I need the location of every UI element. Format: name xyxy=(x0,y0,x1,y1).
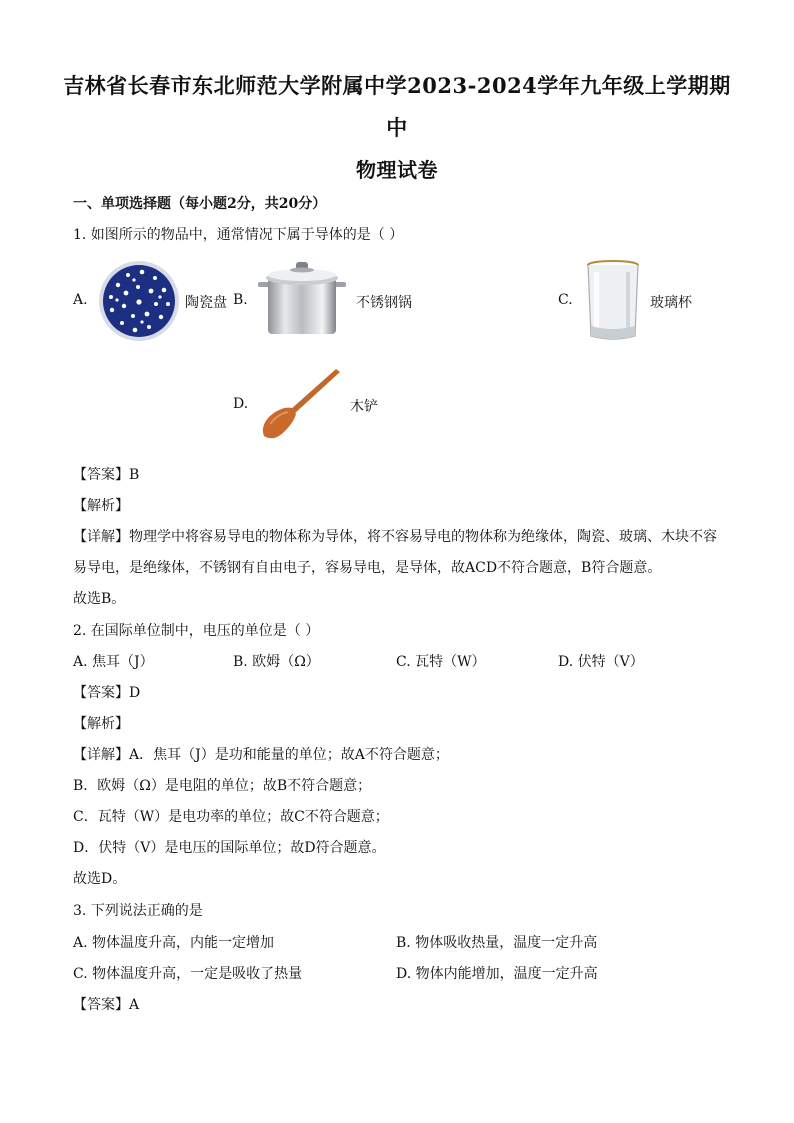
q3-option-c: C. 物体温度升高，一定是吸收了热量 xyxy=(73,966,303,982)
q2-option-c: C. 瓦特（W） xyxy=(396,654,486,670)
q2-option-d: D. 伏特（V） xyxy=(558,654,644,670)
q1-analysis-label: 【解析】 xyxy=(73,498,129,514)
q3-stem: 3. 下列说法正确的是 xyxy=(73,903,203,919)
q1-detail-line-2: 易导电，是绝缘体，不锈钢有自由电子，容易导电，是导体，故ACD不符合题意，B符合题意。 xyxy=(73,560,662,576)
q1-stem: 1. 如图所示的物品中，通常情况下属于导体的是（ ） xyxy=(73,227,404,243)
glass-cup-image xyxy=(586,260,640,346)
q1-answer: 【答案】B xyxy=(73,467,140,483)
q3-option-b: B. 物体吸收热量，温度一定升高 xyxy=(396,935,598,951)
q2-detail-line-4: D．伏特（V）是电压的国际单位；故D符合题意。 xyxy=(73,840,386,856)
q1-option-d-caption: 木铲 xyxy=(350,399,378,415)
q1-option-a-letter: A. xyxy=(73,292,88,308)
q1-detail-line-1: 【详解】物理学中将容易导电的物体称为导体，将不容易导电的物体称为绝缘体，陶瓷、玻璃、木块不容 xyxy=(73,529,717,545)
q3-answer: 【答案】A xyxy=(73,997,140,1013)
q2-answer: 【答案】D xyxy=(73,685,141,701)
q1-option-c-letter: C. xyxy=(558,292,573,308)
q2-option-a: A. 焦耳（J） xyxy=(73,654,154,670)
q1-option-c-caption: 玻璃杯 xyxy=(650,295,692,311)
q2-detail-line-1: 【详解】A．焦耳（J）是功和能量的单位；故A不符合题意； xyxy=(73,747,449,763)
q1-option-b-letter: B. xyxy=(233,292,248,308)
q2-conclusion: 故选D。 xyxy=(73,871,127,887)
wooden-spatula-image xyxy=(258,366,342,446)
q1-option-b-caption: 不锈钢锅 xyxy=(356,295,412,311)
q2-stem: 2. 在国际单位制中，电压的单位是（ ） xyxy=(73,623,320,639)
q3-option-a: A. 物体温度升高，内能一定增加 xyxy=(73,935,275,951)
document-title-continued: 中 xyxy=(386,115,408,140)
document-subtitle: 物理试卷 xyxy=(356,158,438,182)
q2-detail-line-3: C．瓦特（W）是电功率的单位；故C不符合题意； xyxy=(73,809,389,825)
q1-option-d-letter: D. xyxy=(233,396,249,412)
document-title: 吉林省长春市东北师范大学附属中学2023-2024学年九年级上学期期 xyxy=(63,73,731,98)
section-heading: 一、单项选择题（每小题2分，共20分） xyxy=(73,196,327,212)
q1-conclusion: 故选B。 xyxy=(73,591,126,607)
stainless-steel-pot-image xyxy=(256,258,348,342)
q2-detail-line-2: B．欧姆（Ω）是电阻的单位；故B不符合题意； xyxy=(73,778,372,794)
q2-option-b: B. 欧姆（Ω） xyxy=(233,654,320,670)
q1-option-a-caption: 陶瓷盘 xyxy=(185,295,227,311)
q2-analysis-label: 【解析】 xyxy=(73,716,129,732)
q3-option-d: D. 物体内能增加，温度一定升高 xyxy=(396,966,598,982)
ceramic-plate-image xyxy=(98,260,180,346)
